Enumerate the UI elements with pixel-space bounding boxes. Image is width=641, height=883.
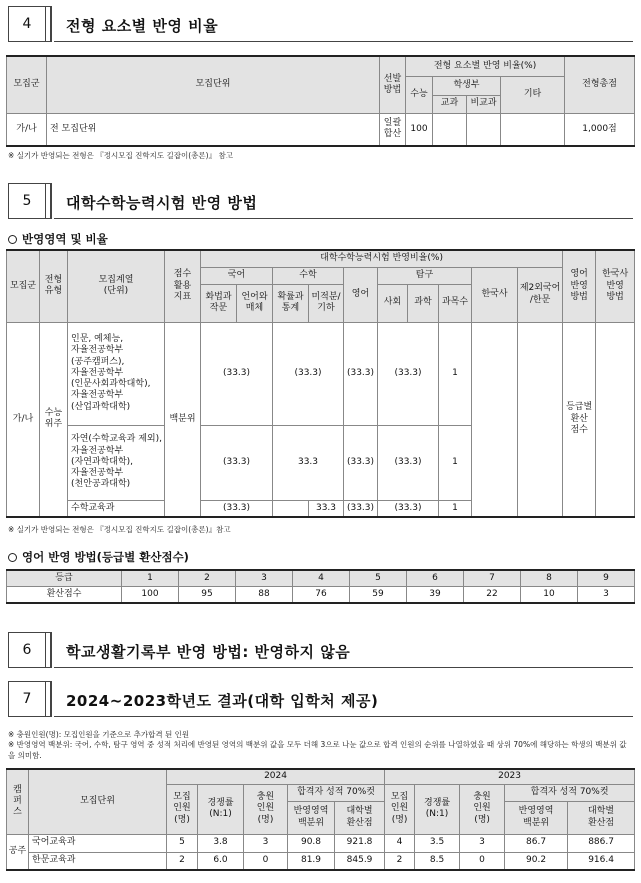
section-4-header xyxy=(8,6,633,42)
results-table: 캠 퍼 스 모집단위 2024 2023 모집 인원 (명) 경쟁률 (N:1) 충원 인원 (명) 합격자 성적 70%컷 모집 인원 (명) 경쟁률 (N:1) 충원 인원 (명) 합격자 성적 70%컷 반영영역 백분위 대학별 환산점 반영영역 백분위 대학별 환산점 공주 국어교육과 5 3.8 3 90.8 921.8 4 3.5 3 86.7 886.7 한문교육과 2 6.0 0 81.9 845.9 2 8.5 0 90.2 916.4 xyxy=(6,768,635,871)
section-7-header xyxy=(8,681,633,717)
subheading: 반영영역 및 비율 xyxy=(8,231,108,247)
section-title: 2024~2023학년도 결과(대학 입학처 제공) xyxy=(66,692,379,710)
circle-bullet-icon xyxy=(8,235,17,244)
subheading: 영어 반영 방법(등급별 환산점수) xyxy=(8,549,189,565)
section-5-header xyxy=(8,183,633,219)
note: ※ 반영영역 백분위: 국어, 수학, 탐구 영역 중 성적 처리에 반영된 영역의 백분위 값을 모두 더해 3으로 나눈 값으로 합격 인원의 순위를 나열하였을 때 상위 70%에 해당하는 학생의 백분위 값을 의미함. xyxy=(8,740,627,760)
section-number: 4 xyxy=(8,6,46,42)
note: ※ 실기가 반영되는 전형은 『정시모집 진학지도 길잡이(총론)』 참고 xyxy=(8,151,233,160)
section-6-header xyxy=(8,632,633,668)
table-row: 자연(수학교육과 제외), 자율전공학부 (자연과학대학), 자율전공학부 (천안공과대학) (33.3) 33.3 (33.3) (33.3) 1 xyxy=(7,425,635,500)
selection-ratio-table: 모집군 모집단위 선발 방법 전형 요소별 반영 비율(%) 전형총점 수능 학생부 기타 교과 비교과 가/나 전 모집단위 일괄 합산 100 1,000점 xyxy=(6,55,635,147)
table-row: 가/나 전 모집단위 일괄 합산 100 1,000점 xyxy=(7,113,635,146)
table-row: 가/나 수능 위주 인문, 예체능, 자율전공학부 (공주캠퍼스), 자율전공학부 (인문사회과학대학), 자율전공학부 (산업과학대학) 백분위 (33.3) (33.3) (33.3) (33.3) 1 등급별 환산 점수 xyxy=(7,322,635,425)
section-number: 7 xyxy=(8,681,46,717)
section-number: 6 xyxy=(8,632,46,668)
table-row: 공주 국어교육과 5 3.8 3 90.8 921.8 4 3.5 3 86.7 886.7 xyxy=(7,834,635,852)
note: ※ 실기가 반영되는 전형은 『정시모집 진학지도 길잡이(총론)』참고 xyxy=(8,525,231,534)
note: ※ 충원인원(명): 모집인원을 기준으로 추가합격 된 인원 xyxy=(8,730,190,739)
section-title: 전형 요소별 반영 비율 xyxy=(66,17,219,35)
suneung-ratio-table: 모집군 전형 유형 모집계열 (단위) 점수 활용 지표 대학수학능력시험 반영비율(%) 영어 반영 방법 한국사 반영 방법 국어 수학 영어 탐구 한국사 제2외국어 /한문 화법과 작문 언어와 매체 확률과 통계 미적분/ 기하 사회 과학 과목수 가/나 수능 위주 인문, 예체능, 자율전공학부 (공주캠퍼스), 자율전공학부 (인문사회과학대학), 자율전공학부 (산업과학대학) 백분위 (33.3) (33.3) (33.3) (33.3) 1 등급별 환산 점수 자연(수학교육과 제외), 자율전공학부 (자연과학대학), 자율전공학부 (천안공과대학) (33.3) 33.3 (33.3) (33.3) 1 수학교육과 (33.3) 33.3 (33.3) (33.3) 1 xyxy=(6,249,635,518)
section-title: 학교생활기록부 반영 방법: 반영하지 않음 xyxy=(66,643,351,661)
table-row: 수학교육과 (33.3) 33.3 (33.3) (33.3) 1 xyxy=(7,500,635,517)
english-grade-table: 등급 1 2 3 4 5 6 7 8 9 환산점수 100 95 88 76 59 39 22 10 3 xyxy=(6,569,635,604)
circle-bullet-icon xyxy=(8,553,17,562)
table-row: 한문교육과 2 6.0 0 81.9 845.9 2 8.5 0 90.2 916.4 xyxy=(7,852,635,870)
section-number: 5 xyxy=(8,183,46,219)
table-row: 환산점수 100 95 88 76 59 39 22 10 3 xyxy=(7,586,635,603)
section-title: 대학수학능력시험 반영 방법 xyxy=(66,194,258,212)
